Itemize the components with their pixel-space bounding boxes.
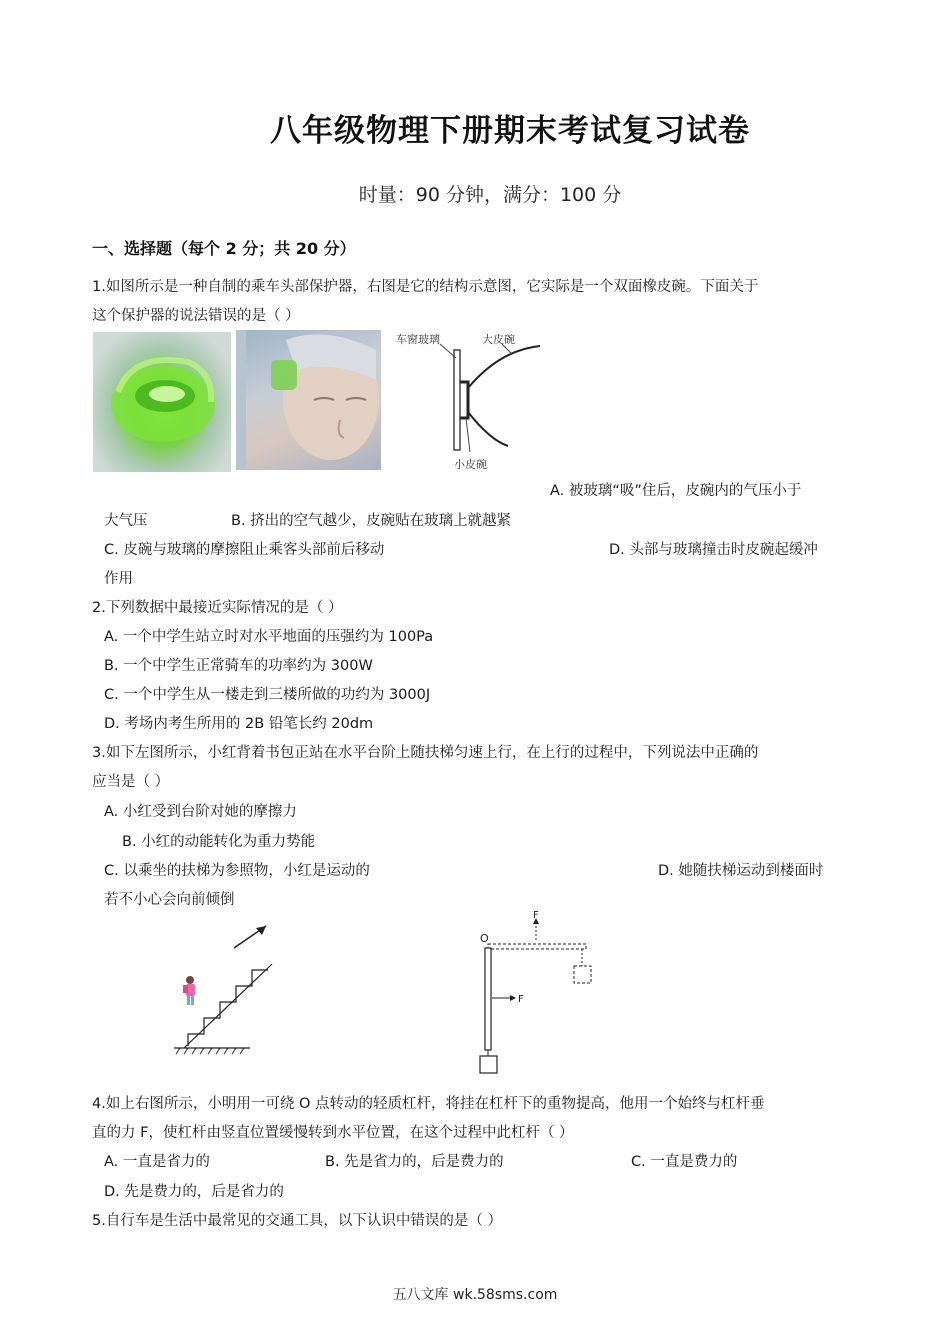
small-bowl — [460, 382, 468, 418]
girl-figure — [183, 976, 195, 1005]
q1-option-b: B. 挤出的空气越少，皮碗贴在玻璃上就越紧 — [231, 513, 512, 529]
q4-option-c: C. 一直是费力的 — [631, 1154, 738, 1170]
q4-stem-line2: 直的力 F，使杠杆由竖直位置缓慢转到水平位置，在这个过程中此杠杆（ ） — [92, 1125, 574, 1141]
q2-option-b: B. 一个中学生正常骑车的功率约为 300W — [104, 658, 373, 674]
footer-watermark: 五八文库 wk.58sms.com — [392, 1287, 558, 1303]
label-big-bowl: 大皮碗 — [482, 333, 515, 346]
car-window-glass — [454, 350, 460, 450]
weight-block — [480, 1056, 497, 1073]
q4-option-a: A. 一直是省力的 — [104, 1154, 210, 1170]
q2-stem: 2.下列数据中最接近实际情况的是（ ） — [92, 600, 343, 616]
q3-option-d-cont: 若不小心会向前倾倒 — [104, 892, 235, 908]
q1-option-d: D. 头部与玻璃撞击时皮碗起缓冲 — [609, 542, 818, 558]
big-bowl-top — [468, 346, 540, 388]
protector-structure-diagram — [390, 330, 560, 475]
exam-info: 时量：90 分钟，满分：100 分 — [358, 184, 622, 206]
q3-option-d: D. 她随扶梯运动到楼面时 — [658, 863, 824, 879]
label-force-side: F — [518, 994, 524, 1005]
q4-stem-line1: 4.如上右图所示，小明用一可绕 O 点转动的轻质杠杆，将挂在杠杆下的重物提高，他用一个始终与杠杆垂 — [92, 1096, 765, 1112]
weight-dashed — [574, 966, 591, 983]
q2-option-c: C. 一个中学生从一楼走到三楼所做的功约为 3000J — [104, 687, 431, 703]
q4-option-b: B. 先是省力的，后是费力的 — [325, 1154, 504, 1170]
escalator-figure — [170, 918, 280, 1058]
big-bowl-bottom — [468, 412, 508, 446]
q1-option-a: A. 被玻璃“吸”住后，皮碗内的气压小于 — [550, 483, 802, 499]
q2-option-a: A. 一个中学生站立时对水平地面的压强约为 100Pa — [104, 629, 434, 645]
q3-option-a: A. 小红受到台阶对她的摩擦力 — [104, 804, 297, 820]
q3-stem-line1: 3.如下左图所示，小红背着书包正站在水平台阶上随扶梯匀速上行，在上行的过程中，下列说法中正确的 — [92, 745, 759, 761]
label-pivot-o: O — [480, 932, 489, 945]
lever-figure — [470, 910, 610, 1075]
q1-option-c: C. 皮碗与玻璃的摩擦阻止乘客头部前后移动 — [104, 542, 385, 558]
page-title: 八年级物理下册期末考试复习试卷 — [270, 113, 750, 149]
q1-option-a-cont: 大气压 — [104, 513, 148, 529]
q3-option-c: C. 以乘坐的扶梯为参照物，小红是运动的 — [104, 863, 370, 879]
q5-stem: 5.自行车是生活中最常见的交通工具，以下认识中错误的是（ ） — [92, 1213, 502, 1229]
q4-option-d: D. 先是费力的，后是省力的 — [104, 1184, 284, 1200]
q3-option-b: B. 小红的动能转化为重力势能 — [122, 834, 316, 850]
arrow-head — [256, 926, 266, 935]
label-glass: 车窗玻璃 — [396, 333, 440, 346]
protector-photo — [93, 332, 231, 472]
lever-horizontal-dashed — [488, 944, 586, 949]
escalator-steps — [188, 970, 268, 1046]
section-heading: 一、选择题（每个 2 分；共 20 分） — [92, 239, 356, 258]
label-small-bowl: 小皮碗 — [454, 458, 487, 471]
q1-stem-line2: 这个保护器的说法错误的是（ ） — [92, 308, 300, 324]
lever-vertical — [485, 948, 491, 1050]
q3-stem-line2: 应当是（ ） — [92, 774, 170, 790]
label-force-top: F — [533, 910, 539, 921]
q2-option-d: D. 考场内考生所用的 2B 铅笔长约 20dm — [104, 716, 374, 732]
passenger-photo — [236, 330, 381, 470]
q1-stem-line1: 1.如图所示是一种自制的乘车头部保护器，右图是它的结构示意图，它实际是一个双面橡皮碗。下面关于 — [92, 279, 759, 295]
q1-option-d-cont: 作用 — [104, 571, 133, 587]
